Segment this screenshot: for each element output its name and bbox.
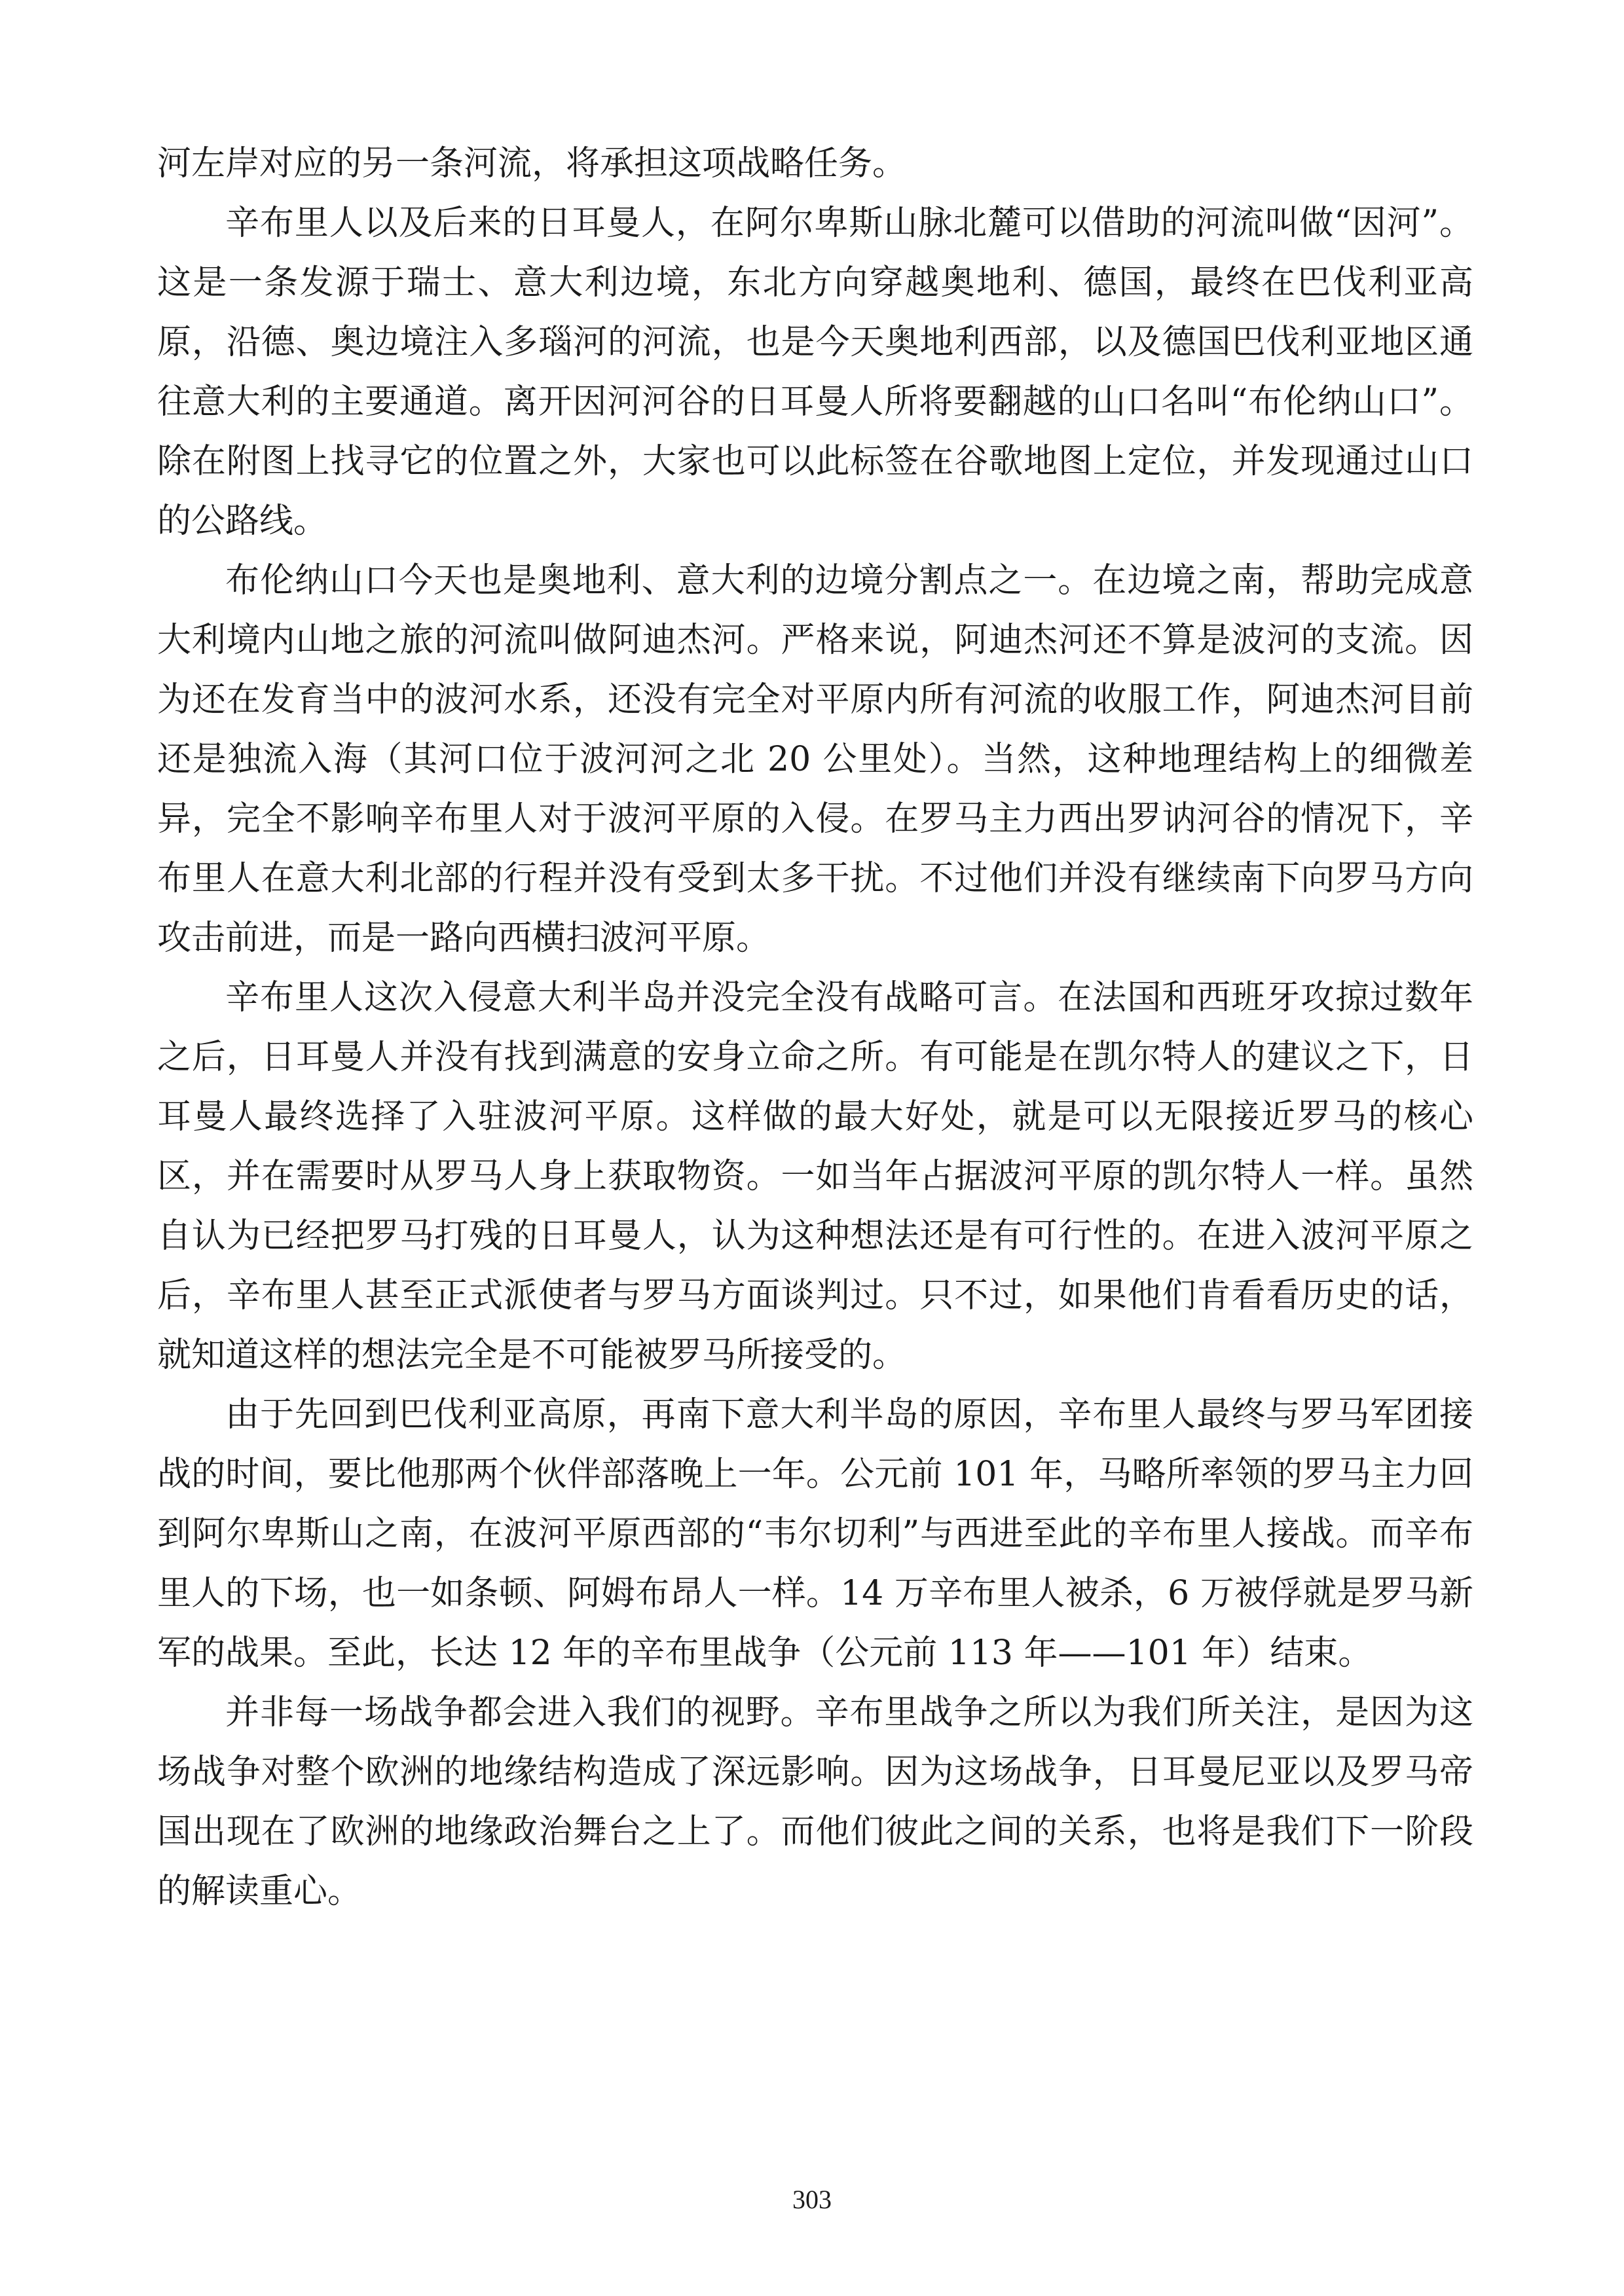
paragraph-brenner-pass: 布伦纳山口今天也是奥地利、意大利的边境分割点之一。在边境之南，帮助完成意大利境内山地之旅的河流叫做阿迪杰河。严格来说，阿迪杰河还不算是波河的支流。因为还在发育当中的波河水系，还没有完全对平原内所有河流的收服工作，阿迪杰河目前还是独流入海（其河口位于波河河之北 20 公里处）。当然，这种地理结构上的细微差异，完全不影响辛布里人对于波河平原的入侵。在罗马主力西出罗讷河谷的情况下，辛布里人在意大利北部的行程并没有受到太多干扰。不过他们并没有继续南下向罗马方向攻击前进，而是一路向西横扫波河平原。	[157, 561, 1473, 958]
body-text	[157, 134, 1473, 1922]
page-number: 303	[792, 2185, 832, 2214]
paragraph-conclusion: 并非每一场战争都会进入我们的视野。辛布里战争之所以为我们所关注，是因为这场战争对整个欧洲的地缘结构造成了深远影响。因为这场战争，日耳曼尼亚以及罗马帝国出现在了欧洲的地缘政治舞台之上了。而他们彼此之间的关系，也将是我们下一阶段的解读重心。	[157, 1693, 1473, 1911]
paragraph-battle-vercellae: 由于先回到巴伐利亚高原，再南下意大利半岛的原因，辛布里人最终与罗马军团接战的时间，要比他那两个伙伴部落晚上一年。公元前 101 年，马略所率领的罗马主力回到阿尔卑斯山之南，在波河平原西部的“韦尔切利”与西进至此的辛布里人接战。而辛布里人的下场，也一如条顿、阿姆布昂人一样。14 万辛布里人被杀，6 万被俘就是罗马新军的战果。至此，长达 12 年的辛布里战争（公元前 113 年——101 年）结束。	[157, 1395, 1473, 1673]
paragraph-invasion-strategy: 辛布里人这次入侵意大利半岛并没完全没有战略可言。在法国和西班牙攻掠过数年之后，日耳曼人并没有找到满意的安身立命之所。有可能是在凯尔特人的建议之下，日耳曼人最终选择了入驻波河平原。这样做的最大好处，就是可以无限接近罗马的核心区，并在需要时从罗马人身上获取物资。一如当年占据波河平原的凯尔特人一样。虽然自认为已经把罗马打残的日耳曼人，认为这种想法还是有可行性的。在进入波河平原之后，辛布里人甚至正式派使者与罗马方面谈判过。只不过，如果他们肯看看历史的话，就知道这样的想法完全是不可能被罗马所接受的。	[157, 978, 1473, 1375]
paragraph-continuation: 河左岸对应的另一条河流，将承担这项战略任务。	[157, 144, 907, 183]
paragraph-inn-river: 辛布里人以及后来的日耳曼人，在阿尔卑斯山脉北麓可以借助的河流叫做“因河”。这是一条发源于瑞士、意大利边境，东北方向穿越奥地利、德国，最终在巴伐利亚高原，沿德、奥边境注入多瑙河的河流，也是今天奥地利西部，以及德国巴伐利亚地区通往意大利的主要通道。离开因河河谷的日耳曼人所将要翻越的山口名叫“布伦纳山口”。除在附图上找寻它的位置之外，大家也可以此标签在谷歌地图上定位，并发现通过山口的公路线。	[157, 204, 1473, 541]
